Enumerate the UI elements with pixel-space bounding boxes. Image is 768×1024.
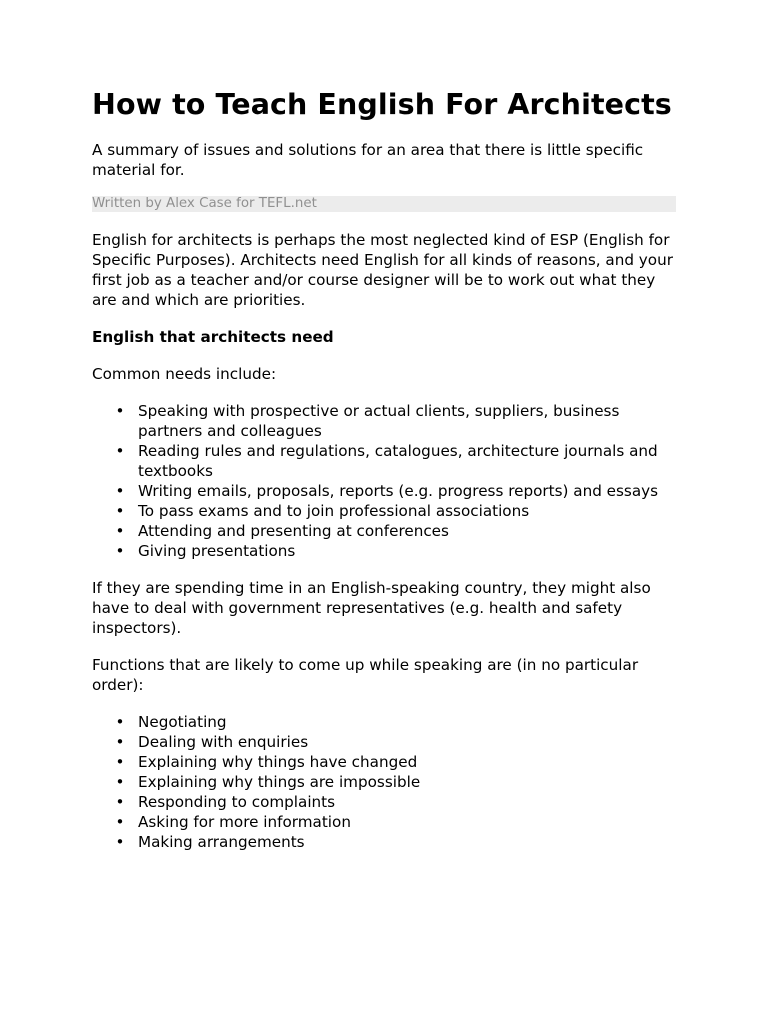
article-summary: A summary of issues and solutions for an area that there is little specific material for. — [92, 141, 644, 179]
intro-paragraph: English for architects is perhaps the most neglected kind of ESP (English for Specific Purposes). Architects need English for all kinds of reasons, and your first job as a teacher and/or course designer will be to work out what they are and which are priorities. — [92, 231, 673, 309]
list-item-text: Dealing with enquiries — [138, 733, 309, 751]
list-item-text: Negotiating — [138, 713, 227, 731]
bullet-icon: • — [115, 793, 125, 811]
bullet-icon: • — [115, 753, 125, 771]
list-item — [115, 501, 676, 521]
country-paragraph: If they are spending time in an English-speaking country, they might also have to deal with government representatives (e.g. health and safety inspectors). — [92, 579, 651, 637]
needs-intro: Common needs include: — [92, 365, 277, 383]
bullet-icon: • — [115, 502, 125, 520]
bullet-icon: • — [115, 542, 125, 560]
document-page — [92, 88, 676, 852]
functions-intro: Functions that are likely to come up while speaking are (in no particular order): — [92, 656, 639, 694]
list-item — [115, 401, 676, 441]
bullet-icon: • — [115, 442, 125, 460]
list-item — [115, 752, 676, 772]
bullet-icon: • — [115, 522, 125, 540]
list-item — [115, 521, 676, 541]
bullet-icon: • — [115, 713, 125, 731]
bullet-icon: • — [115, 733, 125, 751]
list-item-text: Reading rules and regulations, catalogues, architecture journals and textbooks — [138, 442, 658, 480]
list-item-text: Explaining why things are impossible — [138, 773, 421, 791]
list-item — [115, 792, 676, 812]
list-item-text: Asking for more information — [138, 813, 351, 831]
list-item-text: Giving presentations — [138, 542, 296, 560]
list-item — [115, 832, 676, 852]
list-item — [115, 812, 676, 832]
list-item — [115, 441, 676, 481]
list-item — [115, 772, 676, 792]
list-item — [115, 541, 676, 561]
bullet-icon: • — [115, 482, 125, 500]
list-item — [115, 712, 676, 732]
needs-list — [92, 401, 676, 561]
list-item-text: Responding to complaints — [138, 793, 336, 811]
bullet-icon: • — [115, 813, 125, 831]
list-item-text: Making arrangements — [138, 833, 305, 851]
list-item-text: Attending and presenting at conferences — [138, 522, 449, 540]
list-item-text: To pass exams and to join professional associations — [138, 502, 530, 520]
section-heading: English that architects need — [92, 328, 334, 346]
bullet-icon: • — [115, 402, 125, 420]
list-item — [115, 481, 676, 501]
bullet-icon: • — [115, 833, 125, 851]
list-item-text: Explaining why things have changed — [138, 753, 418, 771]
page-title: How to Teach English For Architects — [92, 88, 672, 121]
functions-list — [92, 712, 676, 852]
list-item-text: Writing emails, proposals, reports (e.g. progress reports) and essays — [138, 482, 659, 500]
bullet-icon: • — [115, 773, 125, 791]
author-byline: Written by Alex Case for TEFL.net — [92, 196, 676, 212]
list-item — [115, 732, 676, 752]
list-item-text: Speaking with prospective or actual clients, suppliers, business partners and colleagues — [138, 402, 620, 440]
